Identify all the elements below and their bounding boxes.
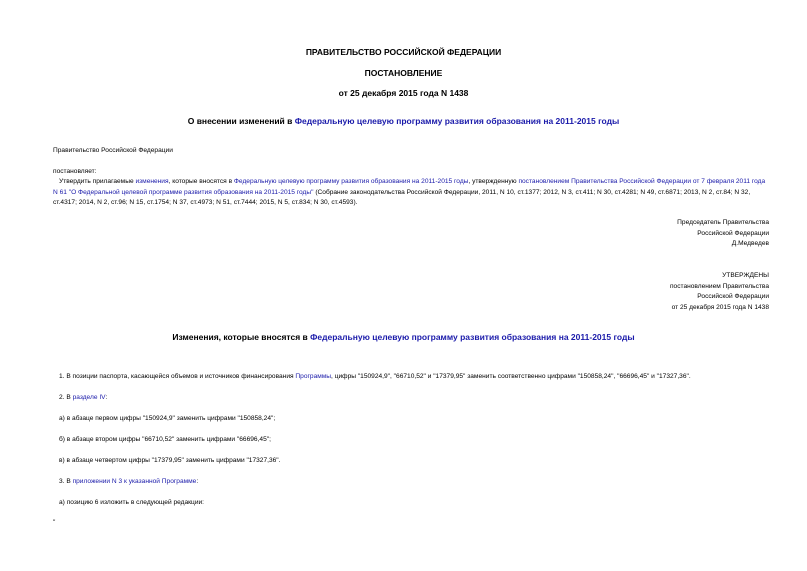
signature-title: Председатель Правительства xyxy=(677,219,769,226)
signature-name: Д.Медведев xyxy=(731,240,769,247)
government-heading: ПРАВИТЕЛЬСТВО РОССИЙСКОЙ ФЕДЕРАЦИИ xyxy=(305,47,502,57)
approval-block xyxy=(670,271,769,313)
document-date: от 25 декабря 2015 года N 1438 xyxy=(338,88,469,98)
item-2c: в) в абзаце четвертом цифры "17379,95" заменить цифрами "17327,36". xyxy=(59,457,281,464)
item-3a: а) позицию 6 изложить в следующей редакции: xyxy=(59,499,205,506)
item-2-text-b: : xyxy=(105,394,108,401)
title-prefix: О внесении изменений в xyxy=(187,116,295,126)
item-2a: а) в абзаце первом цифры "150924,9" заменить цифрами "150858,24"; xyxy=(59,415,276,422)
opening-quote: " xyxy=(53,519,56,526)
item-1-text-a: 1. В позиции паспорта, касающейся объемов и источников финансирования xyxy=(59,373,296,380)
p1-text-d: (Собрание законодательства Российской Федерации, 2011, N 10, ст.1377; 2012, N 3, ст.411; N 30, ст.4281; N 49, ст.6871; 2013, N 2, ст.84; N 32, ст.4317; 2014, N 2, ст.96; N 15, ст.1754; N 37, ст.4973; N 51, ст.7444; 2015, N 5, ст.834; N 30, ст.4593). xyxy=(53,188,751,206)
item-2b: б) в абзаце втором цифры "66710,52" заменить цифрами "66696,45"; xyxy=(59,436,271,443)
program-link-2[interactable]: Федеральную целевую программу развития образования на 2011-2015 годы xyxy=(233,178,469,185)
p1-text-b: , которые вносятся в xyxy=(168,178,234,185)
issuer-text: Правительство Российской Федерации xyxy=(53,147,173,154)
approval-country: Российской Федерации xyxy=(697,293,769,300)
changes-link[interactable]: изменения xyxy=(135,178,169,185)
resolution-paragraph xyxy=(53,177,771,209)
item-2-text-a: 2. В xyxy=(59,394,73,401)
approval-by: постановлением Правительства xyxy=(669,282,769,290)
item-3-text-a: 3. В xyxy=(59,478,73,485)
p1-text-c: , утвержденную xyxy=(468,178,519,185)
approval-date: от 25 декабря 2015 года N 1438 xyxy=(671,303,769,311)
changes-title-prefix: Изменения, которые вносятся в xyxy=(172,332,311,342)
p1-text-a: Утвердить прилагаемые xyxy=(59,178,136,185)
program-link-3[interactable]: Федеральную целевую программу развития образования на 2011-2015 годы xyxy=(310,332,635,342)
resolution-61-link[interactable]: постановлением Правительства Российской Федерации от 7 февраля 2011 года N 61 "О Федеральной целевой программе развития образования на 2011-2015 годы" xyxy=(53,178,766,196)
programma-link[interactable]: Программы xyxy=(295,373,332,380)
item-3-text-b: : xyxy=(196,478,199,485)
item-1 xyxy=(59,372,691,382)
program-link[interactable]: Федеральную целевую программу развития образования на 2011-2015 годы xyxy=(294,116,620,126)
decrees-text: постановляет: xyxy=(53,168,97,175)
item-1-text-b: , цифры "150924,9", "66710,52" и "17379,95" заменить соответственно цифрами "150858,24", "66696,45" и "17327,36". xyxy=(331,373,691,380)
signature-block xyxy=(677,218,769,250)
document-type: ПОСТАНОВЛЕНИЕ xyxy=(364,68,443,78)
signature-country: Российской Федерации xyxy=(697,229,769,237)
section-iv-link[interactable]: разделе IV xyxy=(72,394,106,401)
approval-heading: УТВЕРЖДЕНЫ xyxy=(722,272,769,279)
item-3 xyxy=(59,477,198,487)
document-title xyxy=(0,116,807,126)
item-2 xyxy=(59,393,107,403)
changes-title xyxy=(0,332,807,342)
appendix-3-link[interactable]: приложении N 3 к указанной Программе xyxy=(72,478,197,485)
